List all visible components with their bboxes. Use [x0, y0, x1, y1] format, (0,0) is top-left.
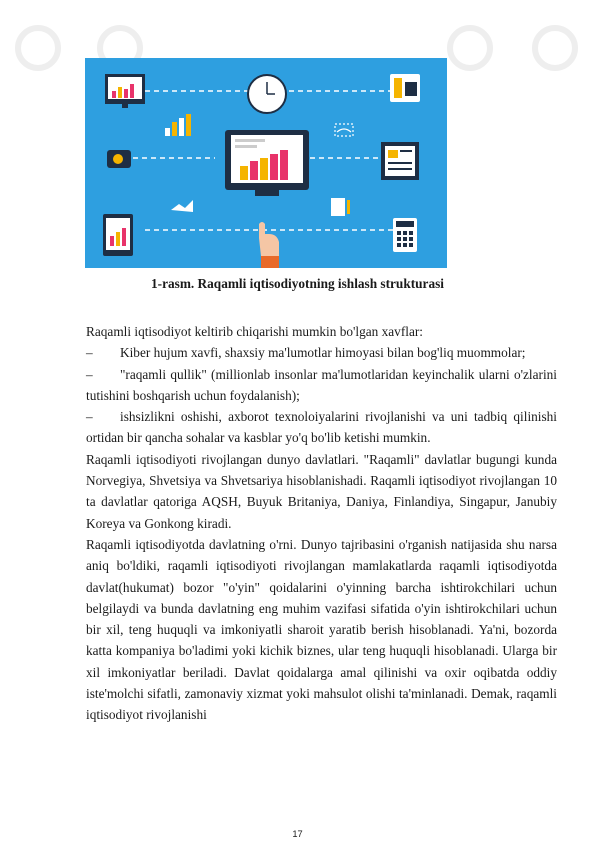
phone-icon — [390, 74, 420, 102]
digital-economy-illustration — [85, 58, 447, 268]
list-item: – ishsizlikni oshishi, axborot texnoloiyalarini rivojlanishi va uni tadbiq qilinishi ortidan bir qancha sohalar va kasblar yo'q bo'lib ketishi mumkin. — [86, 409, 557, 446]
computer-dashboard-icon — [225, 130, 309, 196]
intro-line: Raqamli iqtisodiyot keltirib chiqarishi mumkin bo'lgan xavflar: — [86, 324, 423, 339]
page-number: 17 — [292, 829, 303, 839]
notepad-icon — [331, 198, 350, 216]
paragraph: Raqamli iqtisodiyotda davlatning o'rni. Dunyo tajribasini o'rganish natijasida shu narsa aniq bo'ldiki, raqamli iqtisodiyoti rivojlangan mamlakatlarda raqamli iqtisodiyotda davlat(hukumat) bozor "o'yin" qoidalarini o'yinning barcha ishtirokchilari uchun belgilaydi va bunda davlatning eng muhim vazifasi sifatida o'yin ishtirokchilari uchun bir xil, teng huquqli va imkoniyatli sharoit yaratib berish hisoblanadi. Ya'ni, bozorda katta kompaniya bo'ladimi yoki kichik biznes, ular teng huquqli hisoblanadi. Ularga bir xil imkoniyatlar beriladi. Davlat qoidalarga amal qilinishi va oxir oqibatda oddiy iste'molchi sifatli, zamonaviy xizmat yoki mahsulot olishi ta'minlanadi. Demak, raqamli iqtisodiyot rivojlanishi — [86, 536, 557, 723]
clock-icon — [248, 75, 286, 113]
figure-caption: 1-rasm. Raqamli iqtisodiyotning ishlash strukturasi — [151, 276, 444, 291]
list-item: – Kiber hujum xavfi, shaxsiy ma'lumotlar himoyasi bilan bog'liq muommolar; — [86, 345, 526, 361]
hand-pointer-icon — [259, 222, 279, 268]
list-item: – "raqamli qullik" (millionlab insonlar ma'lumotlaridan keyinchalik ularni o'zlarini tutishini boshqarish uchun foydalanish); — [86, 366, 557, 403]
piggy-bank-icon — [107, 150, 131, 168]
body-text — [86, 321, 557, 726]
currency-exchange-icon — [335, 124, 353, 136]
monitor-chart-icon — [105, 74, 145, 108]
paragraph: Raqamli iqtisodiyoti rivojlangan dunyo davlatlari. "Raqamli" davlatlar bugungi kunda Norvegiya, Shvetsiya va Shvetsariya hisoblanishadi. Raqamli iqtisodiyot rivojlangan 10 ta davlatlar qatoriga AQSH, Buyuk Britaniya, Daniya, Finlandiya, Singapur, Janubiy Koreya va Gonkong kiradi. — [86, 451, 557, 531]
calculator-icon — [393, 218, 417, 252]
document-tablet-icon — [381, 142, 419, 180]
tablet-chart-icon — [103, 214, 133, 256]
growth-chart-icon — [171, 200, 193, 212]
bar-chart-icon — [165, 114, 191, 136]
